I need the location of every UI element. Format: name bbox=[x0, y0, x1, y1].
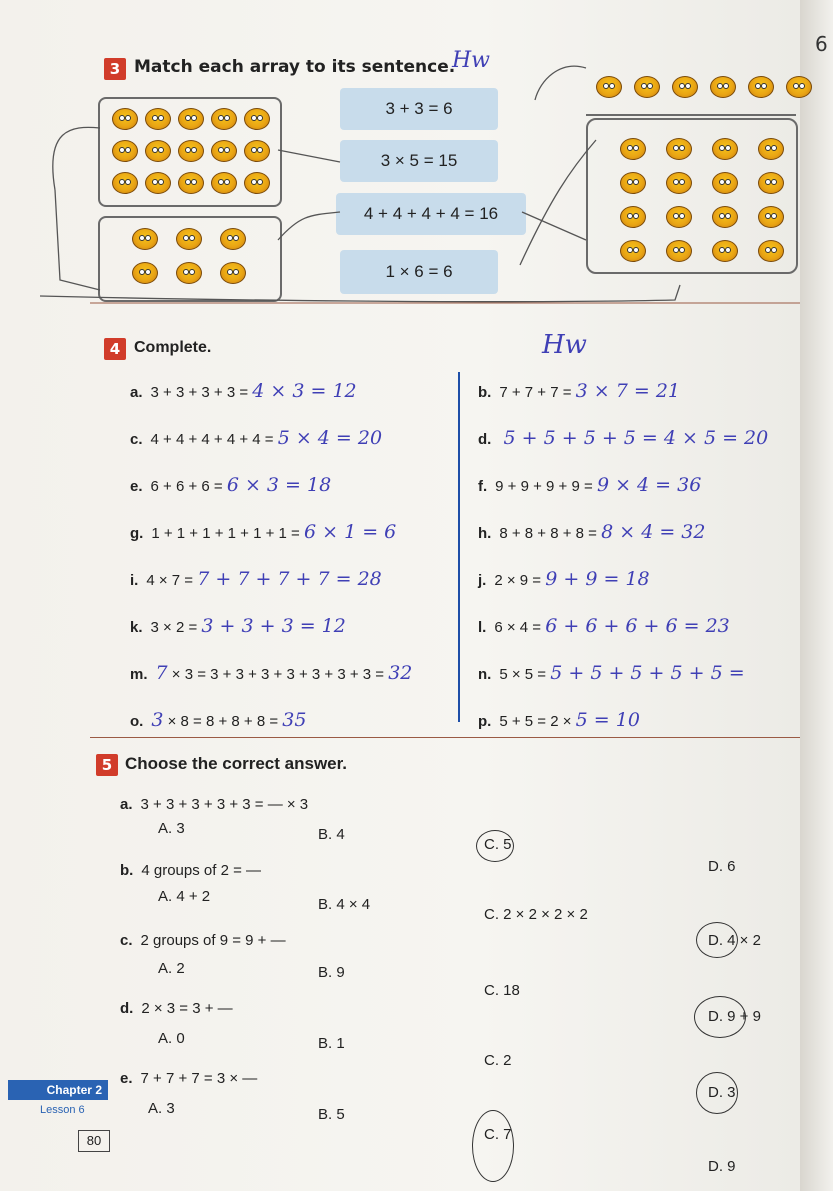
question-e bbox=[120, 1070, 257, 1087]
option-a-b[interactable]: B. 4 bbox=[318, 826, 345, 843]
exercise-label: j. bbox=[478, 572, 487, 589]
answer-circle-a bbox=[476, 830, 514, 862]
answer-circle-b bbox=[696, 922, 738, 958]
option-e-b[interactable]: B. 5 bbox=[318, 1106, 345, 1123]
question-label: c. bbox=[120, 932, 133, 949]
lesson-label: Lesson 6 bbox=[40, 1104, 85, 1116]
question-text: 3 + 3 + 3 + 3 + 3 = — × 3 bbox=[140, 796, 309, 813]
sentence-2[interactable]: 3 × 5 = 15 bbox=[340, 140, 498, 182]
exercise-text: 5 + 5 = 2 × bbox=[499, 713, 572, 730]
question-text: 7 + 7 + 7 = 3 × — bbox=[140, 1070, 258, 1087]
section-3-title: Match each array to its sentence. bbox=[134, 57, 456, 77]
sentence-4[interactable]: 1 × 6 = 6 bbox=[340, 250, 498, 294]
exercise-text: × 3 = 3 + 3 + 3 + 3 + 3 + 3 + 3 = bbox=[171, 666, 385, 683]
exercise-text: 2 × 9 = bbox=[494, 572, 542, 589]
handwritten-prefix: 7 bbox=[155, 662, 168, 684]
section-5-title: Choose the correct answer. bbox=[125, 754, 348, 773]
handwritten-answer[interactable]: 9 + 9 = 18 bbox=[545, 568, 650, 590]
question-b bbox=[120, 862, 261, 879]
exercise-n[interactable] bbox=[478, 662, 745, 684]
option-e-a[interactable]: A. 3 bbox=[148, 1100, 175, 1117]
exercise-text: 3 × 2 = bbox=[150, 619, 198, 636]
chapter-tab: Chapter 2 bbox=[8, 1080, 108, 1100]
handwritten-answer[interactable]: 5 + 5 + 5 + 5 + 5 = bbox=[550, 662, 745, 684]
option-c-a[interactable]: A. 2 bbox=[158, 960, 185, 977]
option-d-b[interactable]: B. 1 bbox=[318, 1035, 345, 1052]
exercise-text: 6 + 6 + 6 = bbox=[150, 478, 223, 495]
question-label: e. bbox=[120, 1070, 133, 1087]
exercise-label: p. bbox=[478, 713, 492, 730]
option-a-c[interactable]: C. 5 bbox=[484, 836, 512, 853]
exercise-text: 4 + 4 + 4 + 4 + 4 = bbox=[150, 431, 274, 448]
exercise-text: 3 + 3 + 3 + 3 = bbox=[150, 384, 249, 401]
exercise-label: k. bbox=[130, 619, 143, 636]
handwritten-answer[interactable]: 9 × 4 = 36 bbox=[596, 474, 702, 496]
question-text: 2 groups of 9 = 9 + — bbox=[140, 932, 286, 949]
exercise-e[interactable] bbox=[130, 474, 331, 496]
exercise-g[interactable] bbox=[130, 521, 396, 543]
handwritten-answer[interactable]: 7 + 7 + 7 + 7 = 28 bbox=[197, 568, 382, 590]
exercise-text: 7 + 7 + 7 = bbox=[499, 384, 572, 401]
column-divider bbox=[458, 372, 460, 722]
exercise-label: m. bbox=[130, 666, 148, 683]
exercise-text: 1 + 1 + 1 + 1 + 1 + 1 = bbox=[151, 525, 300, 542]
exercise-j[interactable] bbox=[478, 568, 650, 590]
question-c bbox=[120, 932, 286, 949]
handwritten-prefix: 3 bbox=[151, 709, 164, 731]
exercise-label: b. bbox=[478, 384, 492, 401]
next-page-number: 6 bbox=[815, 32, 828, 56]
handwritten-answer[interactable]: 6 × 1 = 6 bbox=[303, 521, 397, 543]
exercise-label: a. bbox=[130, 384, 143, 401]
exercise-label: i. bbox=[130, 572, 139, 589]
answer-circle-d bbox=[696, 1072, 738, 1114]
section-3-hw-note: Hw bbox=[452, 48, 491, 73]
exercise-f[interactable] bbox=[478, 474, 701, 496]
sentence-1[interactable]: 3 + 3 = 6 bbox=[340, 88, 498, 130]
handwritten-answer[interactable]: 32 bbox=[388, 662, 413, 684]
exercise-text: 5 × 5 = bbox=[499, 666, 547, 683]
answer-circle-c bbox=[694, 996, 746, 1038]
section-4-title: Complete. bbox=[134, 339, 212, 356]
exercise-text: 6 × 4 = bbox=[494, 619, 542, 636]
section-5-number: 5 bbox=[96, 754, 118, 776]
handwritten-answer[interactable]: 6 × 3 = 18 bbox=[226, 474, 332, 496]
question-label: d. bbox=[120, 1000, 134, 1017]
exercise-i[interactable] bbox=[130, 568, 382, 590]
option-c-c[interactable]: C. 18 bbox=[484, 982, 520, 999]
question-text: 2 × 3 = 3 + — bbox=[141, 1000, 233, 1017]
option-d-c[interactable]: C. 2 bbox=[484, 1052, 512, 1069]
option-b-c[interactable]: C. 2 × 2 × 2 × 2 bbox=[484, 906, 588, 923]
option-b-b[interactable]: B. 4 × 4 bbox=[318, 896, 371, 913]
question-label: a. bbox=[120, 796, 133, 813]
handwritten-answer[interactable]: 5 + 5 + 5 + 5 = 4 × 5 = 20 bbox=[503, 427, 769, 449]
exercise-text: 9 + 9 + 9 + 9 = bbox=[495, 478, 593, 495]
handwritten-answer[interactable]: 5 = 10 bbox=[575, 709, 640, 731]
matching-lines bbox=[0, 0, 833, 330]
section-4-number: 4 bbox=[104, 338, 126, 360]
question-a bbox=[120, 796, 308, 813]
option-c-d[interactable]: D. 9 + 9 bbox=[708, 1008, 761, 1025]
exercise-label: d. bbox=[478, 431, 492, 448]
question-text: 4 groups of 2 = — bbox=[141, 862, 261, 879]
handwritten-answer[interactable]: 8 × 4 = 32 bbox=[601, 521, 706, 543]
exercise-text: 8 + 8 + 8 + 8 = bbox=[499, 525, 597, 542]
handwritten-answer[interactable]: 3 × 7 = 21 bbox=[575, 380, 681, 402]
option-d-d[interactable]: D. 3 bbox=[708, 1084, 736, 1101]
handwritten-answer[interactable]: 3 + 3 + 3 = 12 bbox=[201, 615, 346, 637]
exercise-label: c. bbox=[130, 431, 143, 448]
exercise-text: 4 × 7 = bbox=[146, 572, 194, 589]
option-c-b[interactable]: B. 9 bbox=[318, 964, 345, 981]
exercise-a[interactable] bbox=[130, 380, 357, 402]
section-4-hw-note: Hw bbox=[542, 330, 587, 360]
exercise-o[interactable] bbox=[130, 709, 306, 731]
exercise-text: × 8 = 8 + 8 + 8 = bbox=[167, 713, 279, 730]
option-b-a[interactable]: A. 4 + 2 bbox=[158, 888, 211, 905]
exercise-l[interactable] bbox=[478, 615, 730, 637]
exercise-label: e. bbox=[130, 478, 143, 495]
answer-circle-e bbox=[472, 1110, 514, 1182]
option-b-d[interactable]: D. 4 × 2 bbox=[708, 932, 761, 949]
option-e-c[interactable]: C. 7 bbox=[484, 1126, 512, 1143]
exercise-k[interactable] bbox=[130, 615, 346, 637]
option-d-a[interactable]: A. 0 bbox=[158, 1030, 185, 1047]
section-divider bbox=[90, 737, 800, 738]
exercise-label: g. bbox=[130, 525, 144, 542]
option-e-d[interactable]: D. 9 bbox=[708, 1158, 736, 1175]
exercise-c[interactable] bbox=[130, 427, 382, 449]
sentence-3[interactable]: 4 + 4 + 4 + 4 = 16 bbox=[336, 193, 526, 235]
handwritten-answer[interactable]: 35 bbox=[282, 709, 307, 731]
option-a-a[interactable]: A. 3 bbox=[158, 820, 185, 837]
exercise-b[interactable] bbox=[478, 380, 680, 402]
exercise-h[interactable] bbox=[478, 521, 705, 543]
exercise-label: n. bbox=[478, 666, 492, 683]
exercise-label: o. bbox=[130, 713, 144, 730]
handwritten-answer[interactable]: 5 × 4 = 20 bbox=[277, 427, 383, 449]
section-3-number: 3 bbox=[104, 58, 126, 80]
handwritten-answer[interactable]: 4 × 3 = 12 bbox=[252, 380, 357, 402]
question-label: b. bbox=[120, 862, 134, 879]
exercise-m[interactable] bbox=[130, 662, 412, 684]
option-a-d[interactable]: D. 6 bbox=[708, 858, 736, 875]
page-number: 80 bbox=[78, 1130, 110, 1152]
question-d bbox=[120, 1000, 233, 1017]
exercise-p[interactable] bbox=[478, 709, 640, 731]
exercise-label: f. bbox=[478, 478, 488, 495]
exercise-d[interactable] bbox=[478, 427, 768, 449]
exercise-label: l. bbox=[478, 619, 487, 636]
exercise-label: h. bbox=[478, 525, 492, 542]
handwritten-answer[interactable]: 6 + 6 + 6 + 6 = 23 bbox=[545, 615, 730, 637]
